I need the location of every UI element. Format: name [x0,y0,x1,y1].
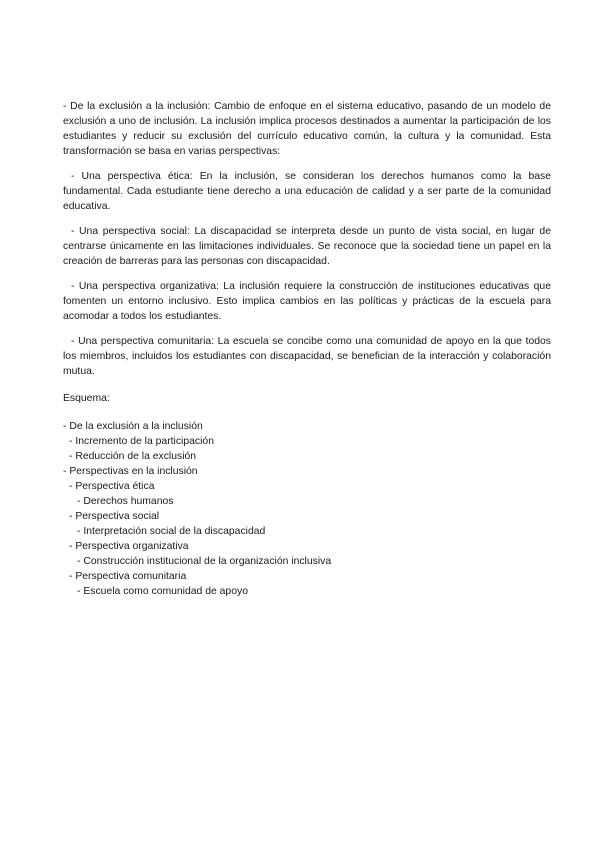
outline-item: - Interpretación social de la discapacidad [77,526,266,537]
outline-item: - Perspectiva ética [69,481,155,492]
perspective-etica-paragraph: - Una perspectiva ética: En la inclusión, se consideran los derechos humanos como la base fundamental. Cada estudiante tiene derecho a una educación de calidad y a ser parte de la comunidad educativa. [63,171,551,212]
perspective-comunitaria-paragraph: - Una perspectiva comunitaria: La escuela se concibe como una comunidad de apoyo en la que todos los miembros, incluidos los estudiantes con discapacidad, se benefician de la interacción y colaboración mutua. [63,336,551,377]
outline-item: - Incremento de la participación [69,436,214,447]
outline-item: - Escuela como comunidad de apoyo [77,586,248,597]
outline-item: - Construcción institucional de la organización inclusiva [77,556,332,567]
outline-item: - Reducción de la exclusión [69,451,197,462]
outline-item: - Perspectiva social [69,511,160,522]
document-page [63,99,551,599]
outline-item: - Derechos humanos [77,496,174,507]
perspective-organizativa-paragraph: - Una perspectiva organizativa: La inclusión requiere la construcción de instituciones educativas que fomenten un entorno inclusivo. Esto implica cambios en las políticas y prácticas de la escuela para acomodar a todos los estudiantes. [63,281,551,322]
perspective-social-paragraph: - Una perspectiva social: La discapacidad se interpreta desde un punto de vista social, en lugar de centrarse únicamente en las limitaciones individuales. Se reconoce que la sociedad tiene un papel en la creación de barreras para las personas con discapacidad. [63,226,551,267]
outline-item: - De la exclusión a la inclusión [63,421,203,432]
intro-paragraph: - De la exclusión a la inclusión: Cambio de enfoque en el sistema educativo, pasando de un modelo de exclusión a uno de inclusión. La inclusión implica procesos destinados a aumentar la participación de los estudiantes y reducir su exclusión del currículo educativo común, la cultura y la comunidad. Esta transformación se basa en varias perspectivas: [63,101,551,157]
outline-item: - Perspectiva comunitaria [69,571,187,582]
outline-label: Esquema: [63,393,110,404]
outline-item: - Perspectiva organizativa [69,541,189,552]
outline-item: - Perspectivas en la inclusión [63,466,198,477]
outline-list [63,419,551,599]
